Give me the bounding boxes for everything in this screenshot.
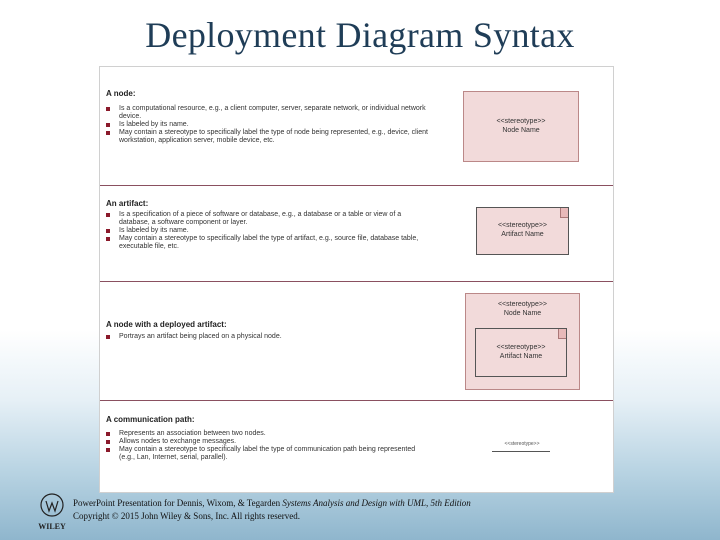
artifact-name: Artifact Name <box>501 231 544 238</box>
node-name: Node Name <box>502 127 540 134</box>
logo-wordmark: WILEY <box>38 522 66 531</box>
row-heading: A node with a deployed artifact: <box>106 320 227 329</box>
row-heading: A communication path: <box>106 415 195 424</box>
row-node <box>100 67 613 185</box>
bullet-item: Is a computational resource, e.g., a client computer, server, separate network, or individual network device. <box>106 105 428 121</box>
footer-book-title: Systems Analysis and Design with UML, 5th Edition <box>282 498 471 508</box>
bullet-list <box>106 430 428 462</box>
communication-path-stereotype: <<stereotype>> <box>504 441 540 447</box>
artifact-stereotype: <<stereotype>> <box>496 344 546 351</box>
node-name: Node Name <box>503 310 542 317</box>
row-heading: A node: <box>106 89 136 98</box>
row-deployed-artifact <box>100 282 613 400</box>
row-heading: An artifact: <box>106 199 149 208</box>
bullet-item: Portrays an artifact being placed on a physical node. <box>106 333 428 341</box>
communication-path-line <box>492 451 550 452</box>
document-fold-icon <box>558 329 566 339</box>
row-artifact <box>100 186 613 282</box>
bullet-item: Represents an association between two nodes. <box>106 430 428 438</box>
syntax-table <box>99 66 614 493</box>
bullet-list <box>106 211 428 251</box>
artifact-name: Artifact Name <box>499 353 543 360</box>
footer-credit-text: PowerPoint Presentation for Dennis, Wixom, & Tegarden <box>73 498 283 508</box>
node-stereotype: <<stereotype>> <box>497 301 548 308</box>
artifact-stereotype: <<stereotype>> <box>497 222 548 229</box>
node-stereotype: <<stereotype>> <box>496 118 546 125</box>
bullet-item: Is labeled by its name. <box>106 121 428 129</box>
bullet-list <box>106 105 428 145</box>
artifact-symbol <box>475 328 567 377</box>
slide-title: Deployment Diagram Syntax <box>145 15 575 55</box>
node-symbol <box>463 91 579 162</box>
wiley-logo <box>37 492 67 532</box>
bullet-list <box>106 333 428 341</box>
bullet-item: May contain a stereotype to specifically label the type of node being represented, e.g., device, client workstation, application server, mobile device, etc. <box>106 129 428 145</box>
bullet-item: May contain a stereotype to specifically label the type of artifact, e.g., source file, database table, executable file, etc. <box>106 235 428 251</box>
bullet-item: Is a specification of a piece of software or database, e.g., a database or a table or view of a database, a software component or layer. <box>106 211 428 227</box>
artifact-symbol <box>476 207 569 255</box>
document-fold-icon <box>560 208 568 218</box>
bullet-item: Allows nodes to exchange messages. <box>106 438 428 446</box>
bullet-item: May contain a stereotype to specifically label the type of communication path being represented (e.g., Lan, Internet, serial, parallel). <box>106 446 428 462</box>
footer-copyright: Copyright © 2015 John Wiley & Sons, Inc. All rights reserved. <box>73 511 301 521</box>
slide-footer <box>73 497 471 523</box>
footer-credit <box>73 497 471 510</box>
bullet-item: Is labeled by its name. <box>106 227 428 235</box>
node-symbol <box>465 293 580 390</box>
row-communication-path <box>100 401 613 491</box>
